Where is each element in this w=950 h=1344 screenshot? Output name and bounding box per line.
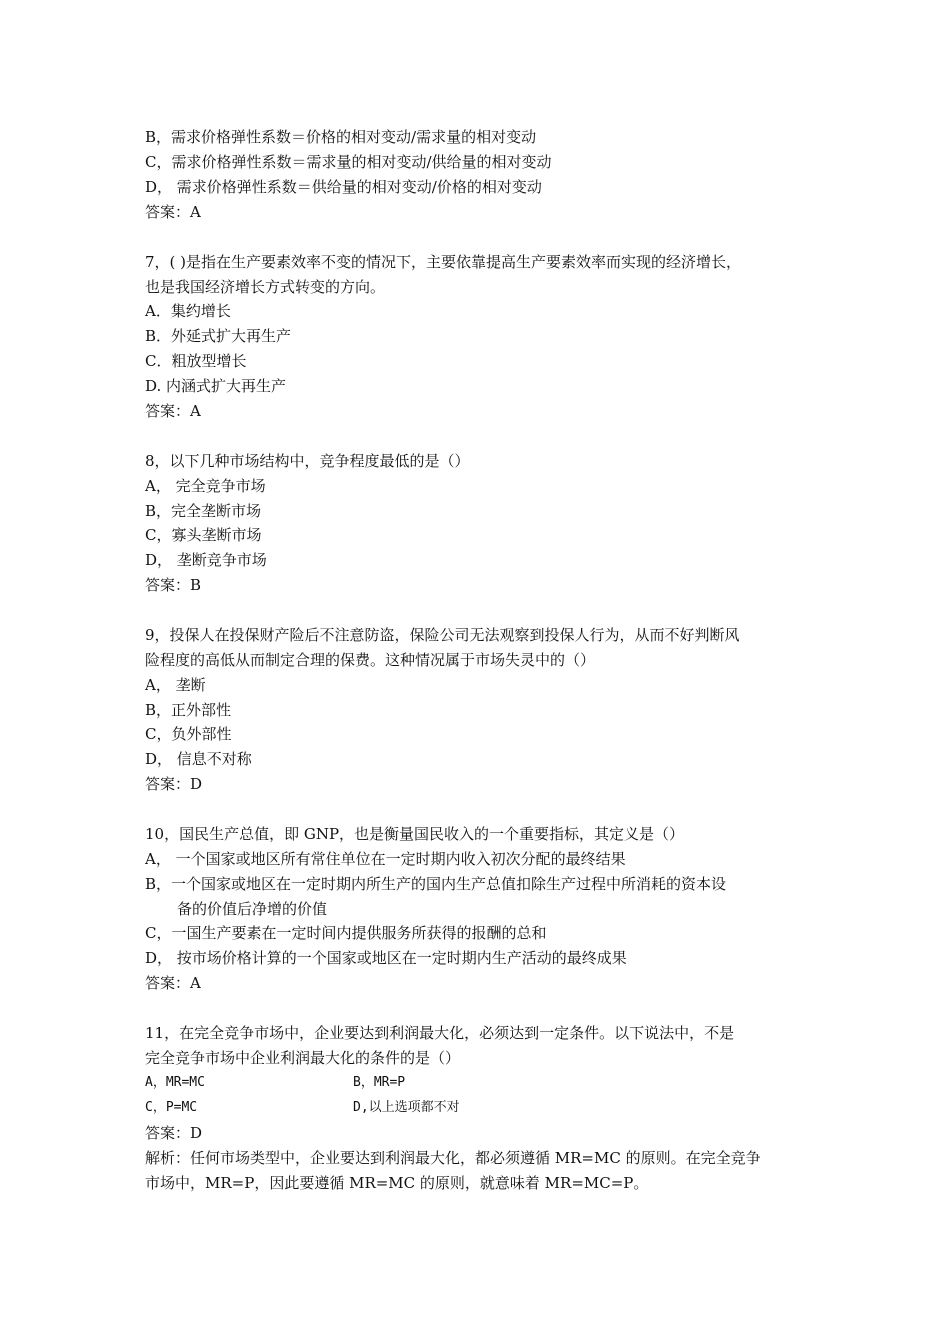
q8-option-c: C，寡头垄断市场: [145, 526, 262, 544]
q7-option-c: C．粗放型增长: [145, 352, 247, 370]
q7-stem-line1: 7，( )是指在生产要素效率不变的情况下，主要依靠提高生产要素效率而实现的经济增长，: [145, 253, 742, 271]
q10-option-b-line1: B，一个国家或地区在一定时期内所生产的国内生产总值扣除生产过程中所消耗的资本设: [145, 875, 727, 893]
q8-answer: 答案：B: [145, 576, 202, 594]
q10-option-c: C，一国生产要素在一定时间内提供服务所获得的报酬的总和: [145, 924, 547, 942]
q11-option-c: C，P=MC: [145, 1100, 198, 1115]
q11-answer: 答案：D: [145, 1124, 203, 1142]
q6-option-c: C，需求价格弹性系数＝需求量的相对变动/供给量的相对变动: [145, 153, 552, 171]
q7-option-a: A．集约增长: [145, 302, 231, 320]
q9-option-b: B，正外部性: [145, 701, 232, 719]
q11-analysis-line2: 市场中，MR=P，因此要遵循 MR=MC 的原则，就意味着 MR=MC=P。: [145, 1174, 649, 1192]
q11-analysis-line1: 解析：任何市场类型中，企业要达到利润最大化，都必须遵循 MR=MC 的原则。在完全竞争: [145, 1149, 761, 1167]
q11-stem-line2: 完全竞争市场中企业利润最大化的条件的是（）: [145, 1049, 461, 1067]
q9-option-d: D， 信息不对称: [145, 750, 252, 768]
q6-option-b: B，需求价格弹性系数＝价格的相对变动/需求量的相对变动: [145, 128, 537, 146]
q10-option-d: D， 按市场价格计算的一个国家或地区在一定时期内生产活动的最终成果: [145, 949, 627, 967]
q9-answer: 答案：D: [145, 775, 203, 793]
q9-option-a: A， 垄断: [145, 676, 206, 694]
q11-option-a: A，MR=MC: [145, 1075, 205, 1090]
q10-option-b-line2: 备的价值后净增的价值: [177, 900, 328, 918]
q11-stem-line1: 11，在完全竞争市场中，企业要达到利润最大化，必须达到一定条件。以下说法中，不是: [145, 1024, 735, 1042]
q6-answer: 答案：A: [145, 203, 201, 221]
q7-stem-line2: 也是我国经济增长方式转变的方向。: [145, 278, 386, 296]
q11-option-b: B，MR=P: [353, 1075, 406, 1090]
q9-stem-line2: 险程度的高低从而制定合理的保费。这种情况属于市场失灵中的（）: [145, 651, 596, 669]
q10-answer: 答案：A: [145, 974, 201, 992]
q8-option-b: B，完全垄断市场: [145, 502, 262, 520]
q9-option-c: C，负外部性: [145, 725, 232, 743]
q7-option-d: D. 内涵式扩大再生产: [145, 377, 287, 395]
q10-option-a: A， 一个国家或地区所有常住单位在一定时期内收入初次分配的最终结果: [145, 850, 626, 868]
q8-option-a: A， 完全竞争市场: [145, 477, 266, 495]
q7-answer: 答案：A: [145, 402, 201, 420]
q9-stem-line1: 9，投保人在投保财产险后不注意防盗，保险公司无法观察到投保人行为，从而不好判断风: [145, 626, 740, 644]
q8-option-d: D， 垄断竞争市场: [145, 551, 267, 569]
q8-stem: 8，以下几种市场结构中，竞争程度最低的是（）: [145, 452, 470, 470]
q7-option-b: B．外延式扩大再生产: [145, 327, 292, 345]
q6-option-d: D， 需求价格弹性系数＝供给量的相对变动/价格的相对变动: [145, 178, 542, 196]
q10-stem: 10，国民生产总值，即 GNP，也是衡量国民收入的一个重要指标，其定义是（）: [145, 825, 685, 843]
q11-option-d: D,以上选项都不对: [353, 1100, 460, 1115]
